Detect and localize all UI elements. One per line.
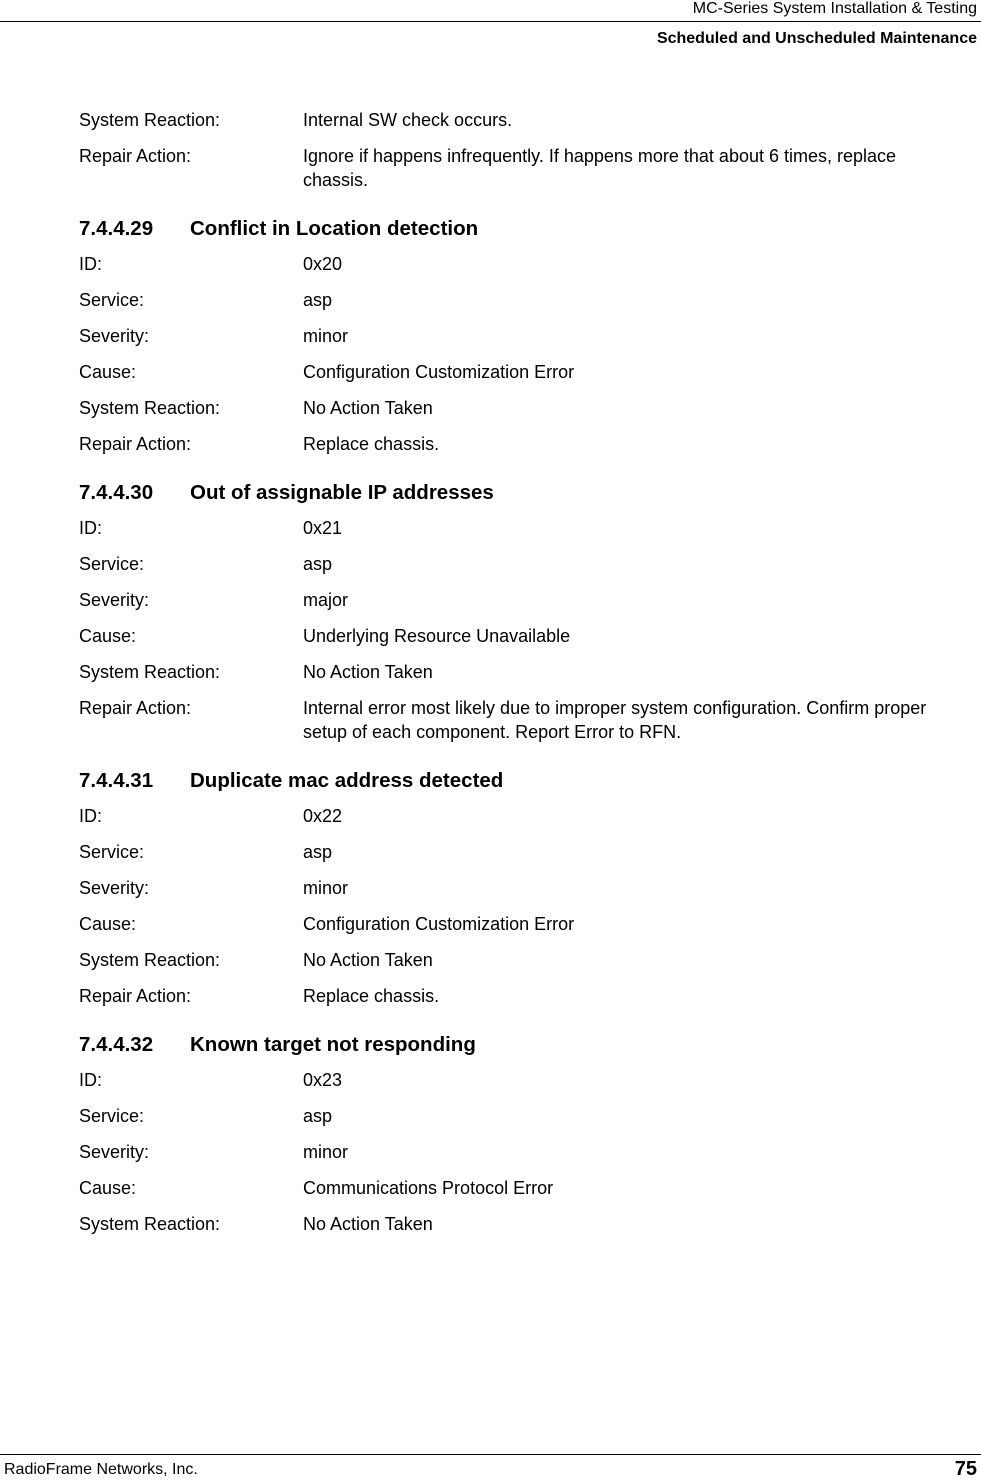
field-label: ID:: [79, 518, 103, 538]
field-value: asp: [303, 842, 333, 862]
field-row: [79, 516, 964, 540]
field-label: Repair Action:: [79, 698, 192, 718]
field-label: System Reaction:: [79, 398, 221, 418]
field-row: [79, 1068, 964, 1092]
field-value: minor: [303, 326, 349, 346]
section-title: Known target not responding: [190, 1033, 476, 1056]
field-value: 0x22: [303, 806, 343, 826]
field-row: [79, 144, 964, 192]
field-value: major: [303, 590, 349, 610]
field-value: Communications Protocol Error: [303, 1178, 554, 1198]
field-label: Cause:: [79, 362, 137, 382]
field-value: No Action Taken: [303, 950, 433, 970]
field-row: [79, 1212, 964, 1236]
field-row: [79, 288, 964, 312]
section-number: 7.4.4.31: [79, 769, 154, 792]
section-number: 7.4.4.29: [79, 217, 154, 240]
field-row: [79, 804, 964, 828]
field-label: Severity:: [79, 326, 150, 346]
page-number: 75: [954, 1458, 977, 1480]
section: [79, 768, 964, 1008]
field-label: Severity:: [79, 878, 150, 898]
section-title: Conflict in Location detection: [190, 217, 479, 240]
field-value: asp: [303, 554, 333, 574]
field-value: minor: [303, 1142, 349, 1162]
section-heading: [79, 480, 964, 506]
document-body: [79, 108, 964, 1248]
field-label: Cause:: [79, 626, 137, 646]
field-value: Ignore if happens infrequently. If happens more that about 6 times, replace chassis.: [303, 146, 897, 190]
footer-rule: [0, 1454, 981, 1455]
field-row: [79, 624, 964, 648]
field-label: Cause:: [79, 914, 137, 934]
field-label: Repair Action:: [79, 146, 192, 166]
field-label: Cause:: [79, 1178, 137, 1198]
field-row: [79, 876, 964, 900]
field-row: [79, 432, 964, 456]
field-label: System Reaction:: [79, 110, 221, 130]
field-label: ID:: [79, 254, 103, 274]
field-row: [79, 1140, 964, 1164]
field-row: [79, 252, 964, 276]
field-row: [79, 840, 964, 864]
field-row: [79, 360, 964, 384]
field-row: [79, 396, 964, 420]
field-value: Internal SW check occurs.: [303, 110, 513, 130]
field-value: 0x20: [303, 254, 343, 274]
field-value: 0x21: [303, 518, 343, 538]
field-value: asp: [303, 290, 333, 310]
section-title: Out of assignable IP addresses: [190, 481, 494, 504]
field-label: Service:: [79, 1106, 145, 1126]
field-value: minor: [303, 878, 349, 898]
field-label: ID:: [79, 806, 103, 826]
sections-container: [79, 216, 964, 1236]
field-label: Service:: [79, 842, 145, 862]
field-row: [79, 588, 964, 612]
header-title: MC-Series System Installation & Testing: [692, 0, 977, 17]
field-label: Repair Action:: [79, 986, 192, 1006]
field-value: Replace chassis.: [303, 986, 440, 1006]
section-heading: [79, 216, 964, 242]
field-row: [79, 984, 964, 1008]
field-label: Severity:: [79, 1142, 150, 1162]
field-row: [79, 1104, 964, 1128]
section: [79, 480, 964, 744]
header-rule: [0, 21, 981, 22]
section-title: Duplicate mac address detected: [190, 769, 504, 792]
field-row: [79, 660, 964, 684]
footer-company: RadioFrame Networks, Inc.: [4, 1461, 198, 1478]
section-number: 7.4.4.30: [79, 481, 154, 504]
field-value: Replace chassis.: [303, 434, 440, 454]
header-subtitle: Scheduled and Unscheduled Maintenance: [656, 30, 977, 47]
field-value: No Action Taken: [303, 1214, 433, 1234]
field-row: [79, 696, 964, 744]
section-heading: [79, 1032, 964, 1058]
section: [79, 1032, 964, 1236]
field-row: [79, 912, 964, 936]
field-row: [79, 324, 964, 348]
field-row: [79, 108, 964, 132]
field-label: System Reaction:: [79, 950, 221, 970]
section: [79, 216, 964, 456]
field-value: No Action Taken: [303, 662, 433, 682]
field-label: Service:: [79, 554, 145, 574]
field-label: Severity:: [79, 590, 150, 610]
field-row: [79, 552, 964, 576]
field-label: System Reaction:: [79, 1214, 221, 1234]
field-label: System Reaction:: [79, 662, 221, 682]
field-value: asp: [303, 1106, 333, 1126]
field-row: [79, 948, 964, 972]
field-value: Configuration Customization Error: [303, 362, 575, 382]
field-value: Underlying Resource Unavailable: [303, 626, 571, 646]
intro-block: [79, 108, 964, 192]
field-value: Configuration Customization Error: [303, 914, 575, 934]
field-value: 0x23: [303, 1070, 343, 1090]
field-row: [79, 1176, 964, 1200]
field-label: Repair Action:: [79, 434, 192, 454]
field-value: Internal error most likely due to improper system configuration. Confirm proper setup of each component. Report Error to RFN.: [303, 698, 927, 742]
field-label: Service:: [79, 290, 145, 310]
field-value: No Action Taken: [303, 398, 433, 418]
section-heading: [79, 768, 964, 794]
section-number: 7.4.4.32: [79, 1033, 154, 1056]
field-label: ID:: [79, 1070, 103, 1090]
